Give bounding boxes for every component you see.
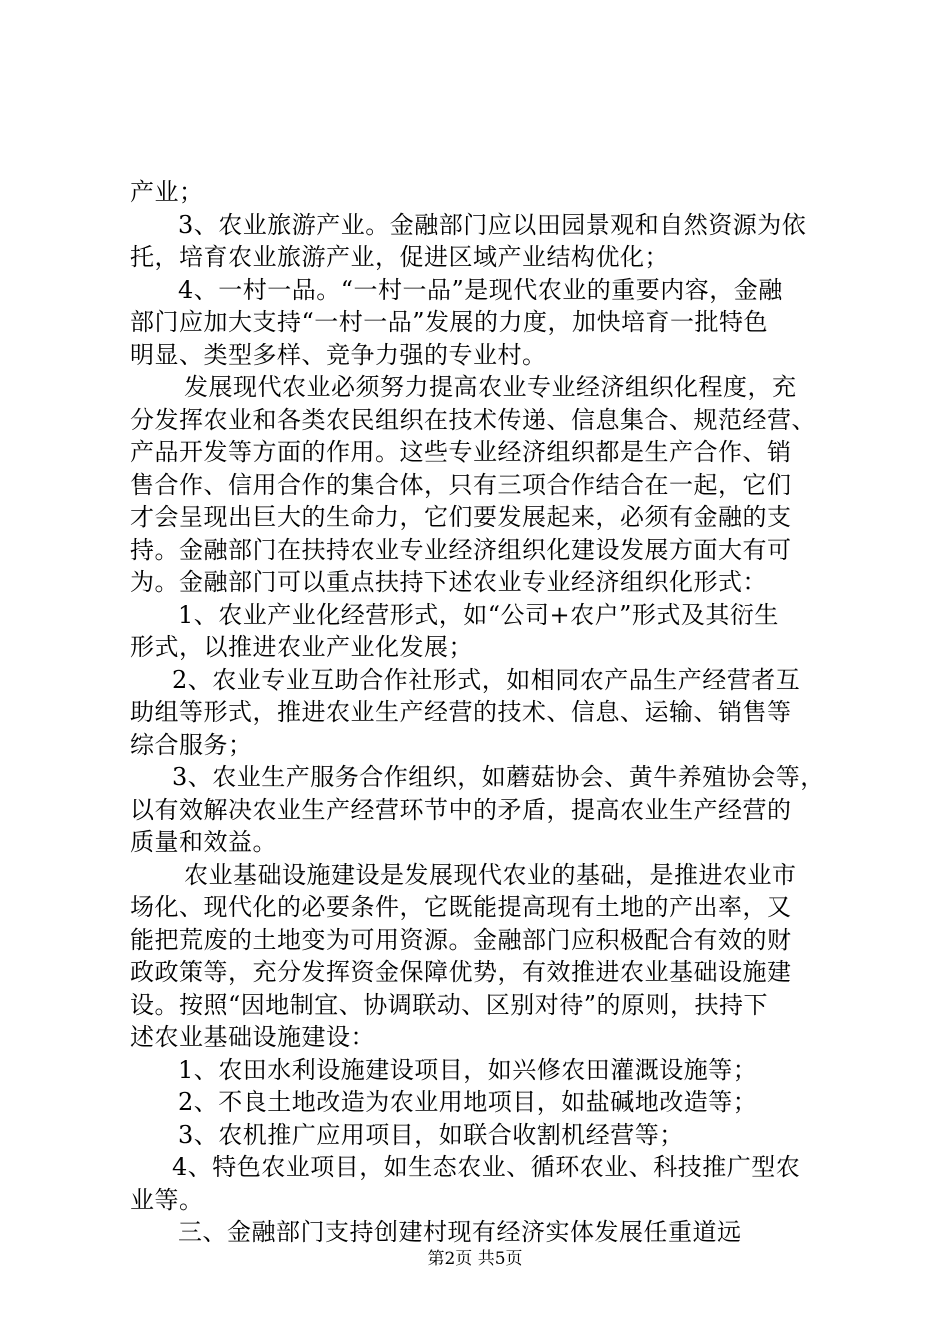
text-line: 设。按照“因地制宜、协调联动、区别对待”的原则，扶持下	[130, 990, 769, 1019]
text-line: 质量和效益。	[130, 828, 277, 856]
text-line: 2、农业专业互助合作社形式，如相同农产品生产经营者互	[172, 665, 801, 694]
text-line: 为。金融部门可以重点扶持下述农业专业经济组织化形式：	[130, 568, 767, 596]
text-line: 以有效解决农业生产经营环节中的矛盾，提高农业生产经营的	[130, 795, 792, 824]
text-line: 政政策等，充分发挥资金保障优势，有效推进农业基础设施建	[130, 958, 792, 986]
text-line: 托，培育农业旅游产业，促进区域产业结构优化；	[130, 243, 669, 271]
text-line: 综合服务；	[130, 730, 253, 759]
text-line: 能把荒废的土地变为可用资源。金融部门应积极配合有效的财	[130, 925, 792, 954]
text-line: 2、不良土地改造为农业用地项目，如盐碱地改造等；	[178, 1088, 758, 1116]
page-footer	[0, 1244, 950, 1269]
text-line: 3、农业旅游产业。金融部门应以田园景观和自然资源为依	[178, 210, 807, 239]
text-line: 才会呈现出巨大的生命力，它们要发展起来，必须有金融的支	[130, 503, 792, 531]
text-line: 持。金融部门在扶持农业专业经济组织化建设发展方面大有可	[130, 535, 792, 564]
text-line: 3、农机推广应用项目，如联合收割机经营等；	[178, 1120, 684, 1149]
text-line: 4、一村一品。“一村一品”是现代农业的重要内容，金融	[178, 275, 783, 304]
text-line: 分发挥农业和各类农民组织在技术传递、信息集合、规范经营、	[130, 405, 816, 434]
text-line: 3、农业生产服务合作组织，如蘑菇协会、黄牛养殖协会等，	[172, 763, 825, 791]
text-line: 售合作、信用合作的集合体，只有三项合作结合在一起，它们	[130, 470, 792, 499]
text-line: 部门应加大支持“一村一品”发展的力度，加快培育一批特色	[130, 308, 769, 336]
text-line: 产业；	[130, 178, 204, 206]
page-number-label: 第2页 共5页	[427, 1249, 523, 1269]
text-line: 形式，以推进农业产业化发展；	[130, 633, 473, 661]
text-line: 发展现代农业必须努力提高农业专业经济组织化程度，充	[184, 373, 797, 401]
text-line: 农业基础设施建设是发展现代农业的基础，是推进农业市	[184, 860, 797, 889]
section-heading: 三、金融部门支持创建村现有经济实体发展任重道远	[178, 1218, 742, 1246]
text-line: 场化、现代化的必要条件，它既能提高现有土地的产出率，又	[130, 893, 792, 921]
text-line: 产品开发等方面的作用。这些专业经济组织都是生产合作、销	[130, 438, 792, 466]
text-line: 明显、类型多样、竞争力强的专业村。	[130, 340, 547, 369]
text-line: 4、特色农业项目，如生态农业、循环农业、科技推广型农	[172, 1153, 801, 1181]
text-line: 述农业基础设施建设：	[130, 1023, 375, 1051]
text-line: 业等。	[130, 1185, 204, 1214]
text-line: 1、农田水利设施建设项目，如兴修农田灌溉设施等；	[178, 1055, 758, 1084]
document-body	[130, 176, 830, 1249]
text-line: 助组等形式，推进农业生产经营的技术、信息、运输、销售等	[130, 698, 792, 726]
text-line: 1、农业产业化经营形式，如“公司+农户”形式及其衍生	[178, 600, 779, 629]
